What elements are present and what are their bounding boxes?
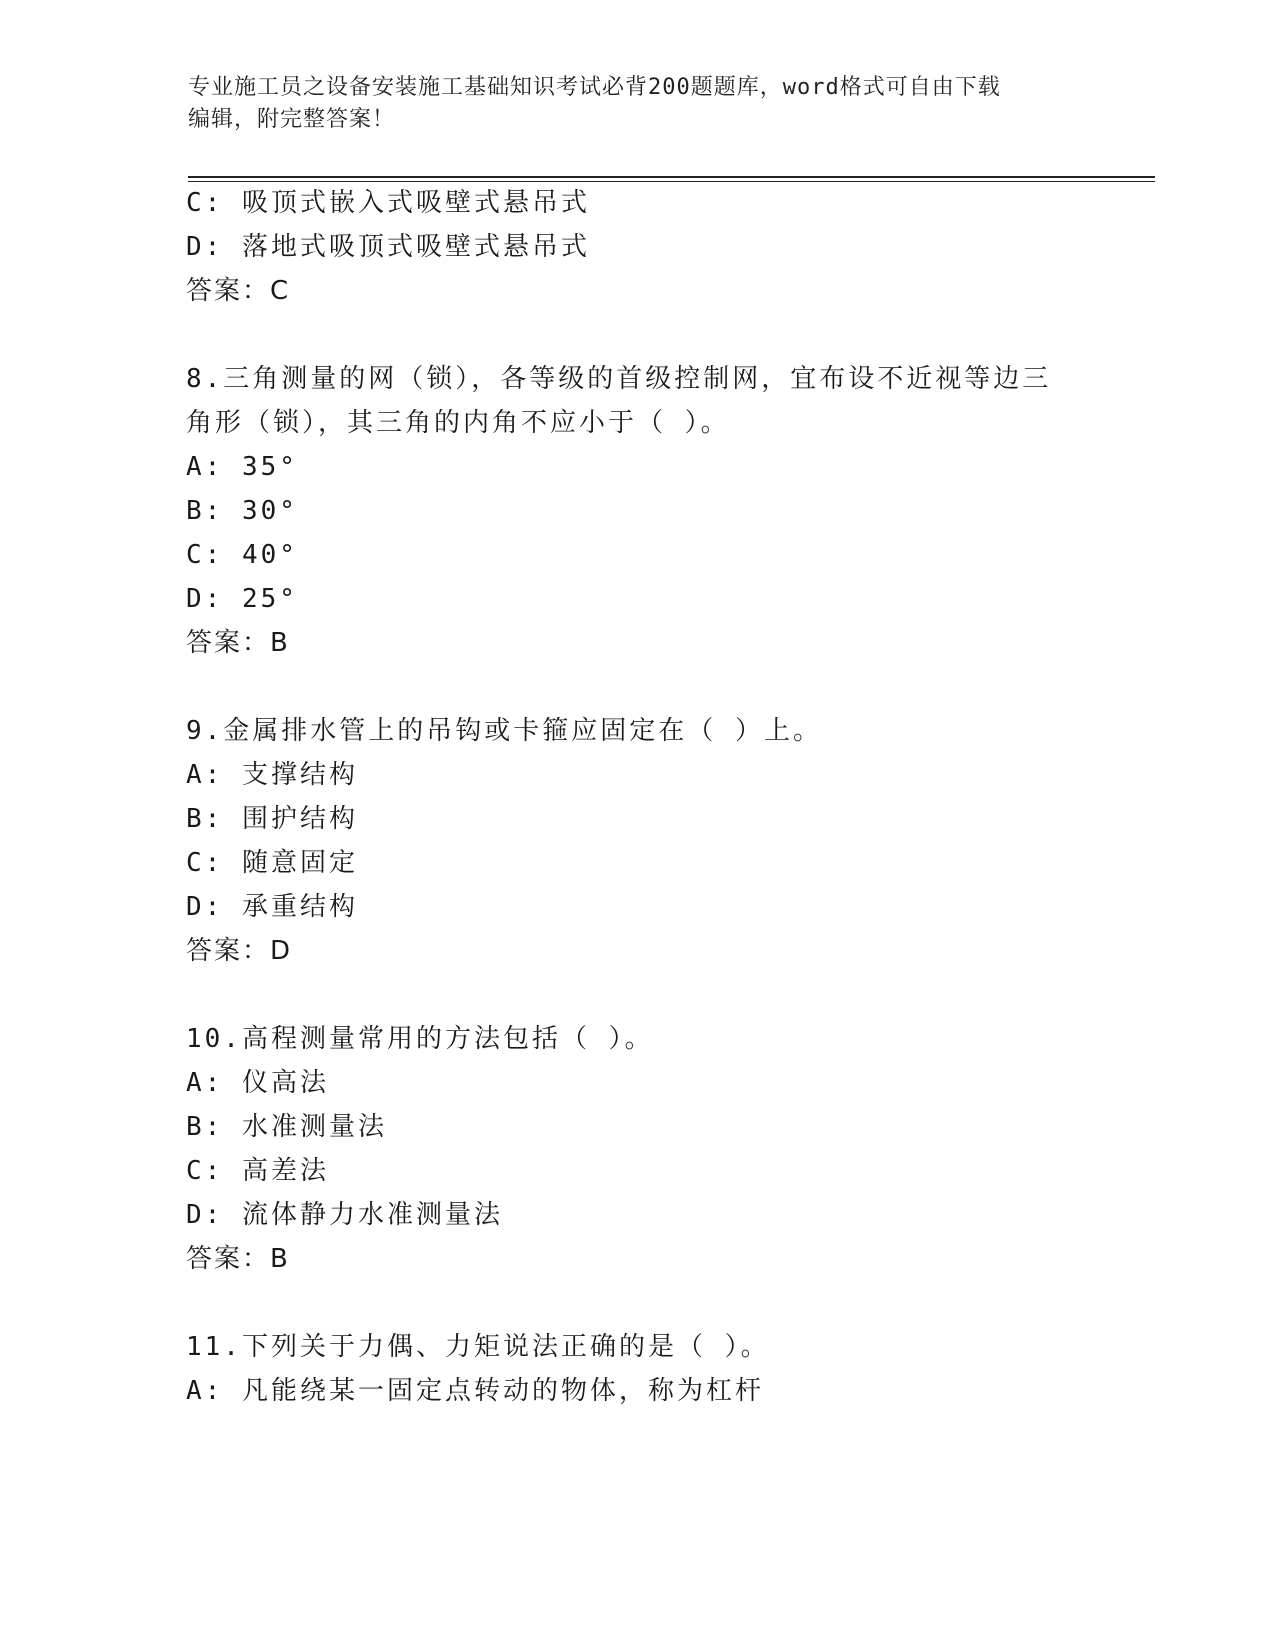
question-7-answer: 答案：C [186, 276, 291, 306]
question-9-option-b: B: 围护结构 [186, 804, 358, 834]
question-10-answer: 答案：B [186, 1244, 290, 1274]
question-10-stem: 10.高程测量常用的方法包括（ ）。 [186, 1024, 654, 1054]
question-10-option-a: A: 仪高法 [186, 1068, 329, 1098]
header-rule-thick [188, 176, 1155, 178]
question-7-option-c: C: 吸顶式嵌入式吸壁式悬吊式 [186, 188, 590, 218]
question-9-option-a: A: 支撑结构 [186, 760, 358, 790]
question-8-answer: 答案：B [186, 628, 290, 658]
question-10-option-b: B: 水准测量法 [186, 1112, 387, 1142]
question-9-stem: 9.金属排水管上的吊钩或卡箍应固定在（ ）上。 [186, 716, 822, 746]
question-8-stem-line-1: 8.三角测量的网（锁），各等级的首级控制网，宜布设不近视等边三 [186, 364, 1052, 394]
question-8-option-c: C: 40° [186, 540, 298, 570]
question-9-option-d: D: 承重结构 [186, 892, 358, 922]
header-rule-thin [188, 181, 1155, 182]
question-9-option-c: C: 随意固定 [186, 848, 358, 878]
header-title-line-1: 专业施工员之设备安装施工基础知识考试必背200题题库，word格式可自由下载 [188, 75, 1001, 100]
question-11-option-a: A: 凡能绕某一固定点转动的物体，称为杠杆 [186, 1376, 764, 1406]
question-7-option-d: D: 落地式吸顶式吸壁式悬吊式 [186, 232, 590, 262]
question-8-option-d: D: 25° [186, 584, 298, 614]
question-10-option-d: D: 流体静力水准测量法 [186, 1200, 503, 1230]
question-8-option-a: A: 35° [186, 452, 298, 482]
header-title-line-2: 编辑，附完整答案！ [188, 107, 396, 132]
question-10-option-c: C: 高差法 [186, 1156, 329, 1186]
document-header [188, 72, 1088, 136]
question-9-answer: 答案：D [186, 936, 293, 966]
question-11-stem: 11.下列关于力偶、力矩说法正确的是（ ）。 [186, 1332, 770, 1362]
question-8-stem-line-2: 角形（锁），其三角的内角不应小于（ ）。 [186, 408, 730, 438]
question-8-option-b: B: 30° [186, 496, 298, 526]
